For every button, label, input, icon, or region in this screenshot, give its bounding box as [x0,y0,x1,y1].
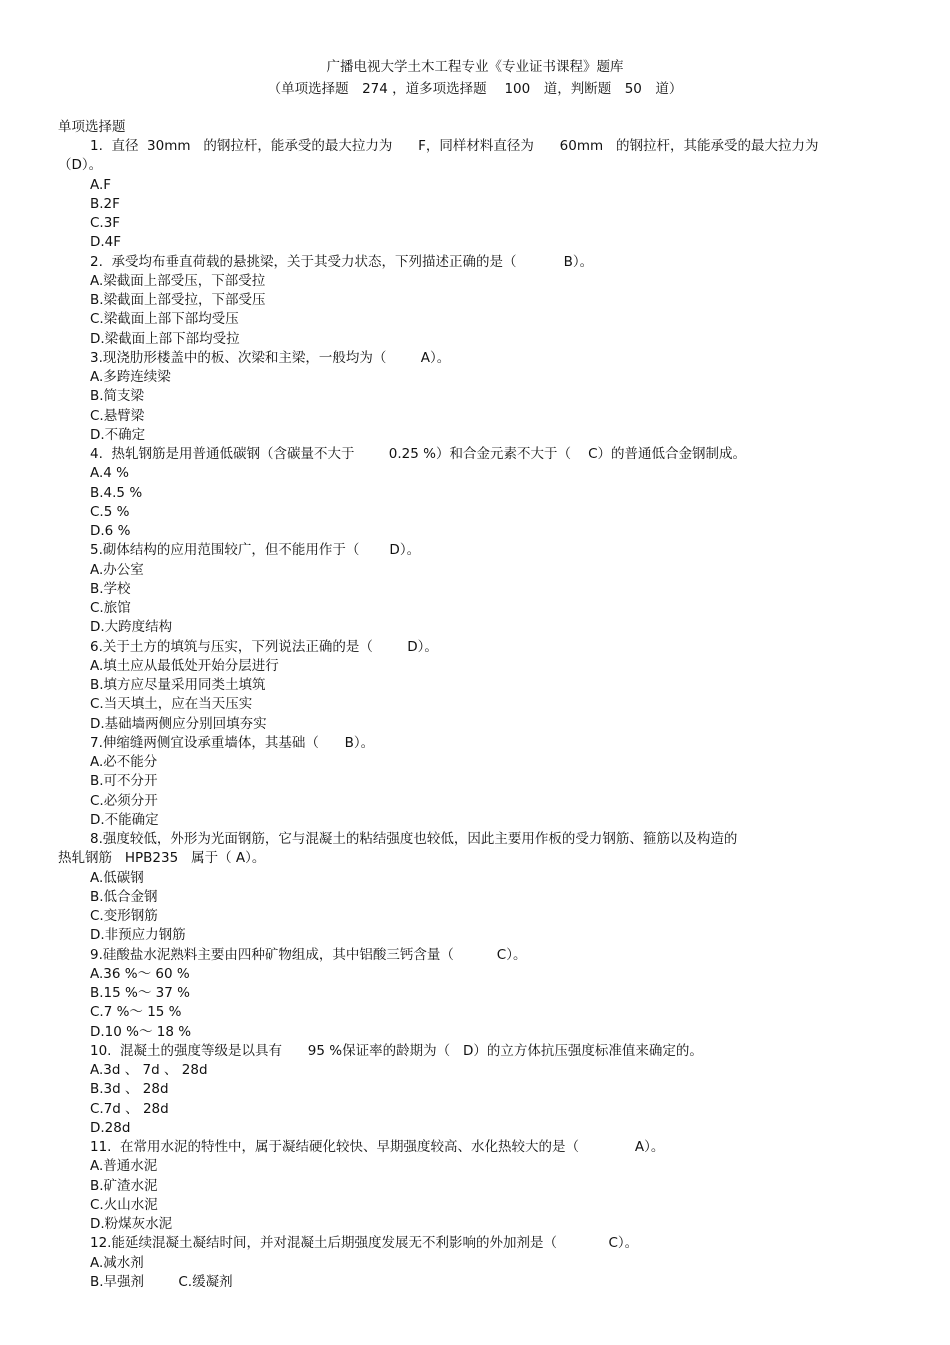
answer-option: C.悬臂梁 [90,407,145,424]
answer-option: C.火山水泥 [90,1196,158,1213]
answer-option: B.简支梁 [90,388,145,405]
answer-option: B.3d 、 28d [90,1081,169,1098]
answer-option: B.填方应尽量采用同类土填筑 [90,677,266,693]
question-text: 3.现浇肋形楼盖中的板、次梁和主梁，一般均为（ A）。 [90,349,451,366]
answer-option: C.5 % [90,503,130,520]
question-text: 12.能延续混凝土凝结时间，并对混凝土后期强度发展无不利影响的外加剂是（ C）。 [90,1235,639,1252]
answer-option: B.低合金钢 [90,888,158,905]
answer-option: A.低碳钢 [90,869,144,886]
answer-option: C.必须分开 [90,792,158,809]
answer-option: A.减水剂 [90,1254,144,1271]
page-title: 广播电视大学土木工程专业《专业证书课程》题库 [326,59,624,75]
answer-option: C.当天填土，应在当天压实 [90,696,253,713]
answer-option: C.旅馆 [90,600,131,616]
answer-option: B.矿渣水泥 [90,1177,158,1194]
question-text: 2. 承受均布垂直荷载的悬挑梁，关于其受力状态，下列描述正确的是（ B）。 [90,253,594,270]
answer-option: D.粉煤灰水泥 [90,1216,173,1232]
answer-option: A.普通水泥 [90,1158,158,1175]
answer-option: C.7d 、 28d [90,1100,169,1117]
answer-option: A.填土应从最低处开始分层进行 [90,657,279,674]
answer-option: A.梁截面上部受压，下部受拉 [90,272,266,289]
answer-option: B.2F [90,195,120,212]
question-text: 8.强度较低，外形为光面钢筋，它与混凝土的粘结强度也较低，因此主要用作板的受力钢筋、箍筋以及构造的 [90,831,738,847]
question-text: 5.砌体结构的应用范围较广，但不能用作于（ D）。 [90,542,421,559]
answer-option: B.15 %～ 37 % [90,985,190,1001]
section-heading: 单项选择题 [58,119,126,135]
answer-option: A.必不能分 [90,754,158,770]
answer-option: D.大跨度结构 [90,619,173,636]
answer-option: A.36 %～ 60 % [90,965,190,982]
question-text: 4. 热轧钢筋是用普通低碳钢（含碳量不大于 0.25 %）和合金元素不大于（ C）的普通低合金钢制成。 [90,446,747,462]
answer-option: D.10 %～ 18 % [90,1023,192,1040]
page-subtitle: （单项选择题 274 ，道多项选择题 100 道，判断题 50 道） [267,81,683,97]
question-text: 11. 在常用水泥的特性中，属于凝结硬化较快、早期强度较高、水化热较大的是（ A）。 [90,1139,665,1155]
answer-option: B.学校 [90,580,131,597]
answer-option: C.梁截面上部下部均受压 [90,311,239,328]
answer-option: A.F [90,176,112,193]
answer-option: D.不确定 [90,426,146,443]
question-text: 9.硅酸盐水泥熟料主要由四种矿物组成，其中铝酸三钙含量（ C）。 [90,946,527,963]
answer-option: A.3d 、 7d 、 28d [90,1062,208,1078]
answer-option: B.梁截面上部受拉，下部受压 [90,292,266,308]
answer-option: B.早强剂 C.缓凝剂 [90,1273,233,1290]
question-continuation: （D）。 [58,157,103,174]
answer-option: D.4F [90,234,122,251]
question-text: 7.伸缩缝两侧宜设承重墙体，其基础（ B）。 [90,734,375,751]
answer-option: D.6 % [90,523,131,539]
answer-option: B.可不分开 [90,773,158,790]
answer-option: D.非预应力钢筋 [90,927,186,944]
answer-option: A.办公室 [90,561,144,578]
question-text: 6.关于土方的填筑与压实，下列说法正确的是（ D）。 [90,638,438,655]
answer-option: D.梁截面上部下部均受拉 [90,330,240,347]
question-text: 10. 混凝土的强度等级是以具有 95 %保证率的龄期为（ D）的立方体抗压强度标准值来确定的。 [90,1042,703,1059]
question-continuation: 热轧钢筋 HPB235 属于（ A）。 [58,850,266,867]
answer-option: D.28d [90,1119,131,1136]
answer-option: C.7 %～ 15 % [90,1004,182,1021]
answer-option: A.多跨连续梁 [90,369,171,385]
answer-option: B.4.5 % [90,484,143,501]
answer-option: C.3F [90,215,121,231]
answer-option: D.基础墙两侧应分别回填夯实 [90,715,267,732]
question-text: 1. 直径 30mm 的钢拉杆，能承受的最大拉力为 F，同样材料直径为 60mm 的钢拉杆，其能承受的最大拉力为 [90,138,819,154]
answer-option: C.变形钢筋 [90,908,158,924]
answer-option: A.4 % [90,465,129,482]
answer-option: D.不能确定 [90,811,159,828]
